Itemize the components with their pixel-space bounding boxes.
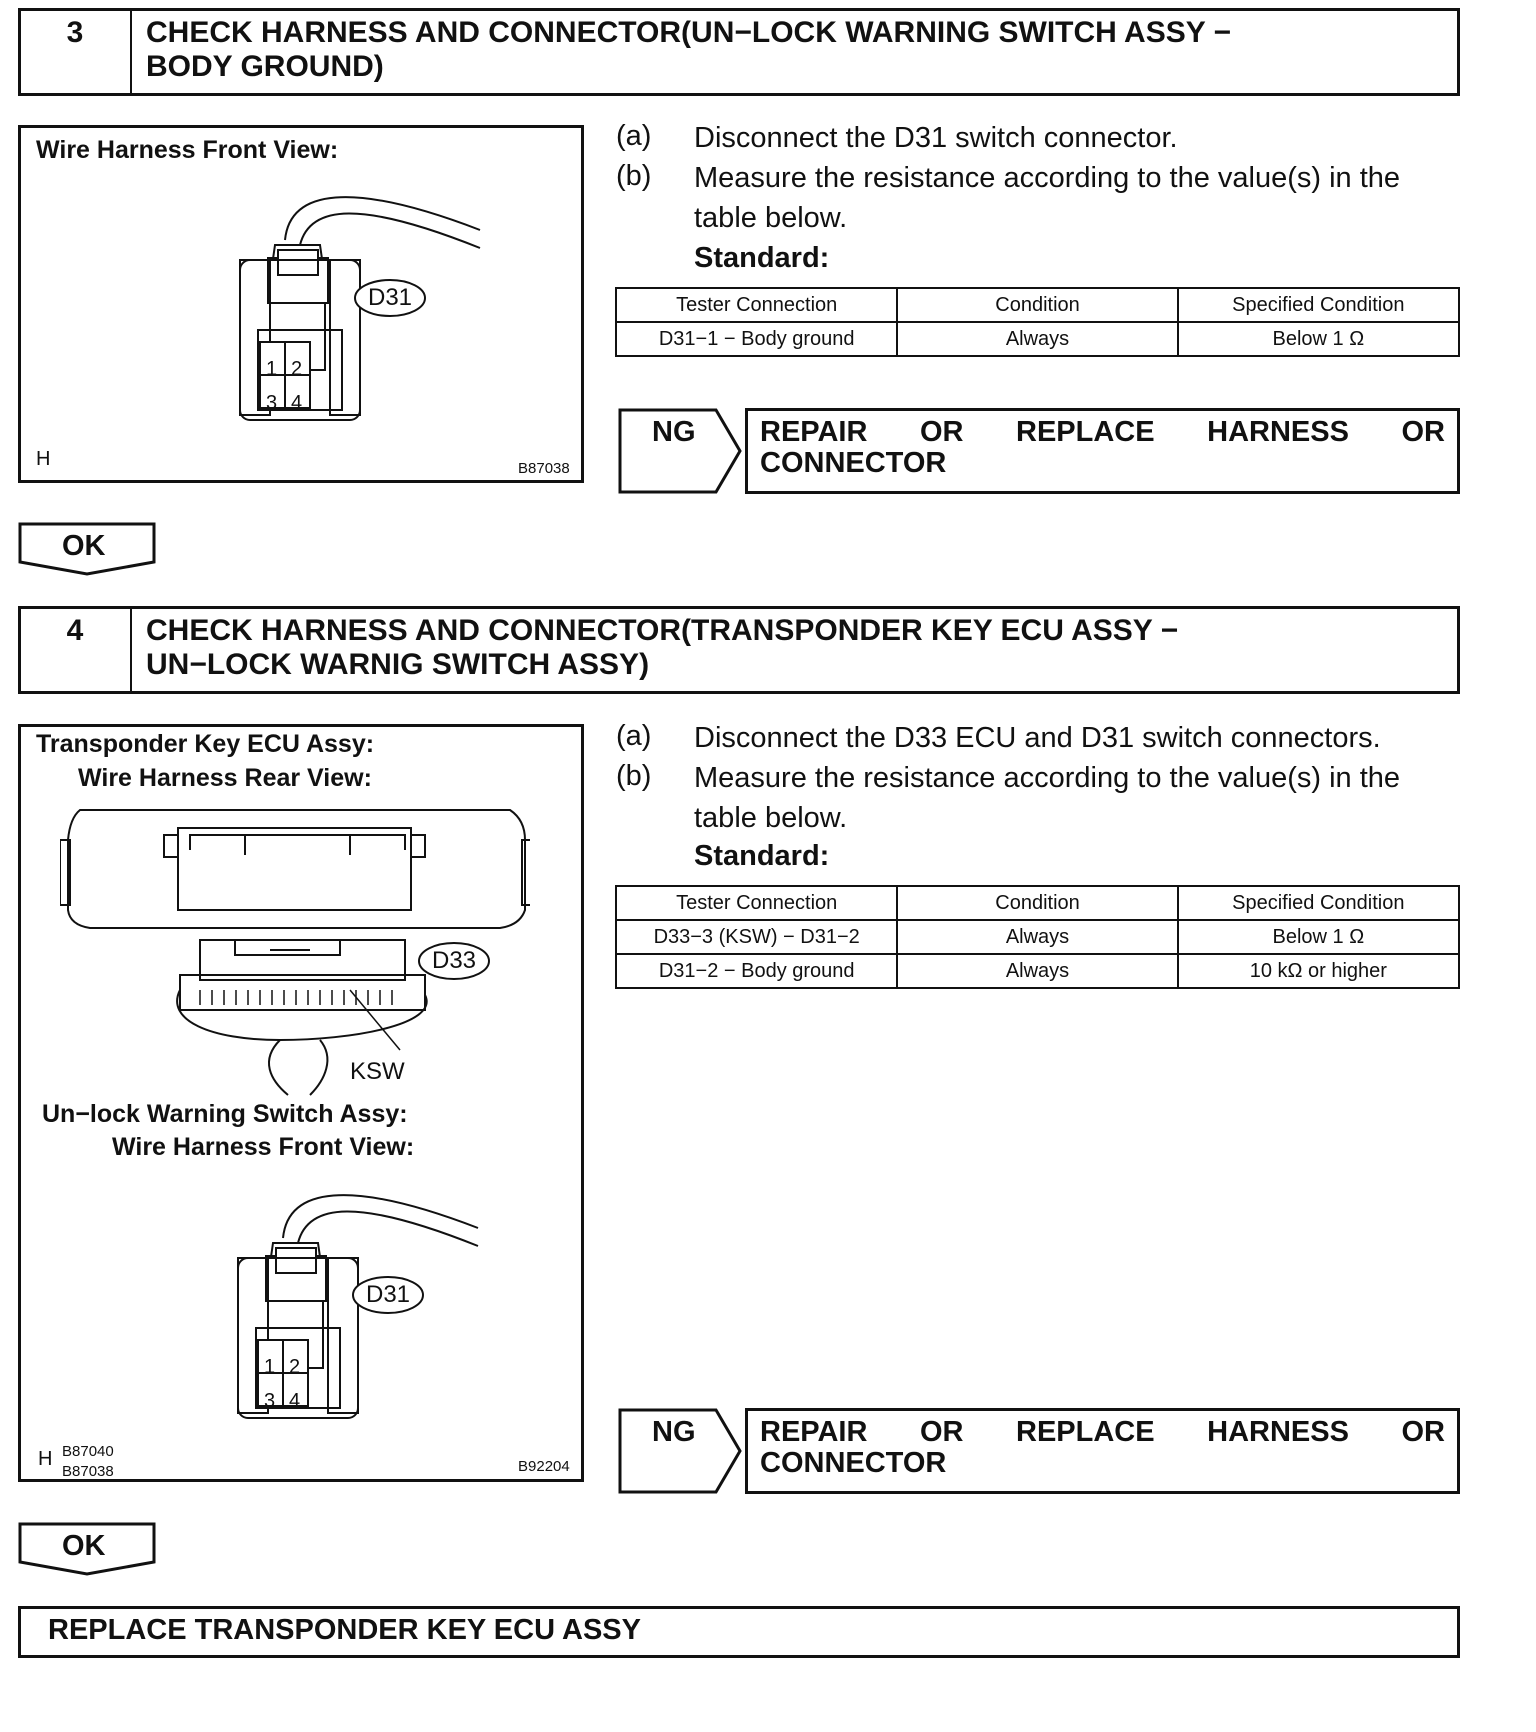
table-row bbox=[616, 920, 1459, 954]
step3-title-line2: BODY GROUND) bbox=[146, 50, 384, 83]
table-cell: 10 kΩ or higher bbox=[1178, 954, 1459, 988]
step4-instruction-a-label: (a) bbox=[616, 720, 652, 752]
step4-figure-pin-4: 4 bbox=[289, 1390, 301, 1412]
table-cell: Below 1 Ω bbox=[1178, 322, 1459, 356]
step3-title-line1: CHECK HARNESS AND CONNECTOR(UN−LOCK WARNING SWITCH ASSY − bbox=[146, 16, 1232, 49]
step3-instruction-b-label: (b) bbox=[616, 160, 652, 192]
step4-instruction-b-label: (b) bbox=[616, 760, 652, 792]
table-row bbox=[616, 322, 1459, 356]
step4-figure-pin-3: 3 bbox=[264, 1390, 276, 1412]
step3-ok-label: OK bbox=[62, 530, 106, 562]
step3-header-divider bbox=[130, 8, 132, 96]
table-cell: Always bbox=[897, 954, 1177, 988]
step3-ng-action-line1: REPAIR OR REPLACE HARNESS OR bbox=[760, 416, 1445, 448]
table-cell: D33−3 (KSW) − D31−2 bbox=[616, 920, 897, 954]
table-header-cell: Tester Connection bbox=[616, 886, 897, 920]
table-header-row bbox=[616, 288, 1459, 322]
step4-figure-title3: Un−lock Warning Switch Assy: bbox=[42, 1100, 408, 1128]
step3-instruction-b-text-line2: table below. bbox=[694, 202, 848, 234]
step3-figure-pin-3: 3 bbox=[266, 392, 278, 414]
step3-ng-action-box bbox=[745, 408, 1460, 494]
table-row bbox=[616, 954, 1459, 988]
table-cell: D31−1 − Body ground bbox=[616, 322, 897, 356]
table-cell: Below 1 Ω bbox=[1178, 920, 1459, 954]
step3-figure-title: Wire Harness Front View: bbox=[36, 136, 339, 164]
table-header-cell: Condition bbox=[897, 288, 1177, 322]
step4-figure-code-a: B87040 bbox=[62, 1443, 114, 1460]
step3-number: 3 bbox=[66, 16, 84, 49]
step4-ng-action-box bbox=[745, 1408, 1460, 1494]
step4-figure-pin-1: 1 bbox=[264, 1356, 276, 1378]
step3-figure-pin-2: 2 bbox=[291, 358, 303, 380]
table-header-row bbox=[616, 886, 1459, 920]
step3-instruction-a-label: (a) bbox=[616, 120, 652, 152]
step4-figure-title1: Transponder Key ECU Assy: bbox=[36, 730, 375, 758]
step4-ng-label: NG bbox=[652, 1416, 696, 1448]
step4-header-divider bbox=[130, 606, 132, 694]
step3-spec-table bbox=[615, 287, 1460, 357]
step4-instruction-a-text: Disconnect the D33 ECU and D31 switch connectors. bbox=[694, 722, 1381, 754]
step4-standard-label: Standard: bbox=[694, 840, 830, 872]
step4-title-line1: CHECK HARNESS AND CONNECTOR(TRANSPONDER KEY ECU ASSY − bbox=[146, 614, 1179, 647]
step3-ng-action-line2: CONNECTOR bbox=[760, 447, 947, 479]
table-cell: Always bbox=[897, 920, 1177, 954]
step4-figure-code-b: B87038 bbox=[62, 1463, 114, 1480]
step3-d31-label: D31 bbox=[367, 284, 413, 311]
table-header-cell: Tester Connection bbox=[616, 288, 897, 322]
step4-instruction-b-text-line2: table below. bbox=[694, 802, 848, 834]
step4-title-line2: UN−LOCK WARNIG SWITCH ASSY) bbox=[146, 648, 650, 681]
table-cell: Always bbox=[897, 322, 1177, 356]
step3-figure-pin-1: 1 bbox=[266, 358, 278, 380]
table-cell: D31−2 − Body ground bbox=[616, 954, 897, 988]
step3-ng-label: NG bbox=[652, 416, 696, 448]
step3-instruction-b-text-line1: Measure the resistance according to the value(s) in the bbox=[694, 162, 1401, 194]
final-action-text: REPLACE TRANSPONDER KEY ECU ASSY bbox=[48, 1614, 641, 1646]
step4-ng-action-line2: CONNECTOR bbox=[760, 1447, 947, 1479]
step4-figure-code-c: B92204 bbox=[518, 1458, 570, 1475]
step4-instruction-b-text-line1: Measure the resistance according to the value(s) in the bbox=[694, 762, 1401, 794]
step3-figure-code: B87038 bbox=[518, 460, 570, 477]
step4-ng-action-line1: REPAIR OR REPLACE HARNESS OR bbox=[760, 1416, 1445, 1448]
step4-ok-label: OK bbox=[62, 1530, 106, 1562]
table-header-cell: Condition bbox=[897, 886, 1177, 920]
step3-figure-pin-4: 4 bbox=[291, 392, 303, 414]
step3-instruction-a-text: Disconnect the D31 switch connector. bbox=[694, 122, 1178, 154]
step4-spec-table bbox=[615, 885, 1460, 989]
step4-figure-title4: Wire Harness Front View: bbox=[112, 1133, 415, 1161]
step4-figure-pin-2: 2 bbox=[289, 1356, 301, 1378]
step4-d31-label: D31 bbox=[365, 1281, 411, 1308]
table-header-cell: Specified Condition bbox=[1178, 886, 1459, 920]
step3-figure-corner-mark: H bbox=[36, 448, 51, 470]
step4-d33-label: D33 bbox=[431, 947, 477, 974]
step3-standard-label: Standard: bbox=[694, 242, 830, 274]
table-header-cell: Specified Condition bbox=[1178, 288, 1459, 322]
step4-ksw-label: KSW bbox=[350, 1058, 405, 1085]
step4-figure-title2: Wire Harness Rear View: bbox=[78, 764, 372, 792]
step4-figure-corner-mark: H bbox=[38, 1448, 53, 1470]
step4-number: 4 bbox=[66, 614, 84, 647]
